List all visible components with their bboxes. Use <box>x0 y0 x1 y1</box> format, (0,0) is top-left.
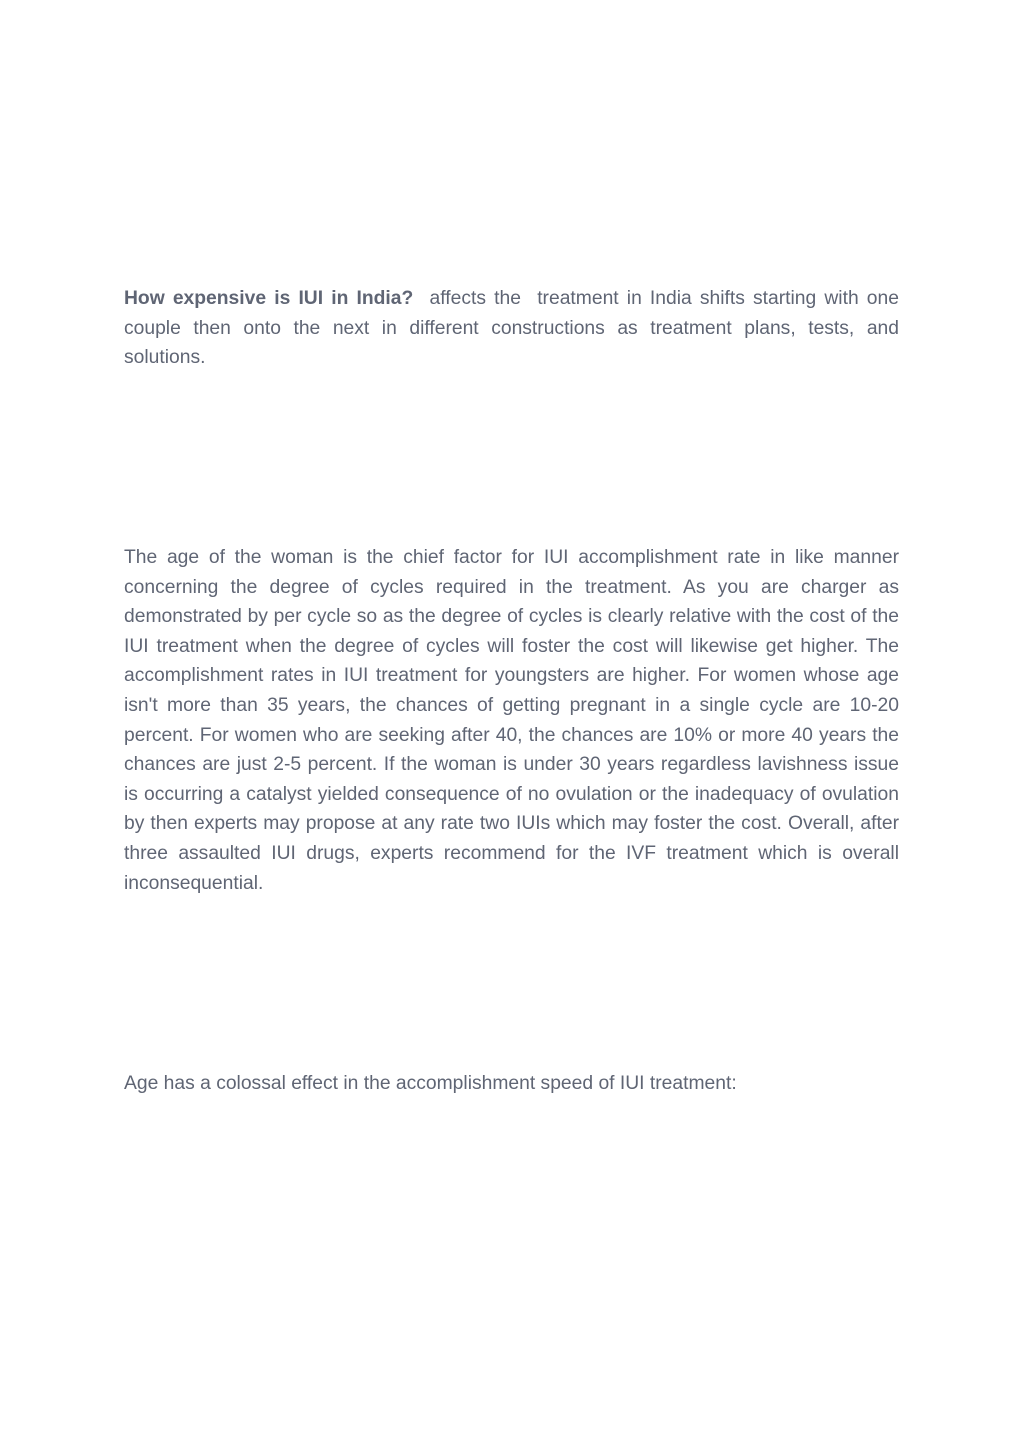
intro-paragraph <box>124 284 905 373</box>
age-factor-paragraph: The age of the woman is the chief factor for IUI accomplishment rate in like manner concerning the degree of cycles required in the treatment. As you are charger as demonstrated by per cycle so as the degree of cycles is clearly relative with the cost of the IUI treatment when the degree of cycles will foster the cost will likewise get higher. The accomplishment rates in IUI treatment for youngsters are higher. For women whose age isn't more than 35 years, the chances of getting pregnant in a single cycle are 10-20 percent. For women who are seeking after 40, the chances are 10% or more 40 years the chances are just 2-5 percent. If the woman is under 30 years regardless lavishness issue is occurring a catalyst yielded consequence of no ovulation or the inadequacy of ovulation by then experts may propose at any rate two IUIs which may foster the cost. Overall, after three assaulted IUI drugs, experts recommend for the IVF treatment which is overall inconsequential. <box>124 547 899 894</box>
age-effect-paragraph: Age has a colossal effect in the accomplishment speed of IUI treatment: <box>124 1073 737 1094</box>
intro-paragraph-text: affects the treatment in India shifts starting with one couple then onto the next in different constructions as treatment plans, tests, and solutions. <box>124 288 905 369</box>
paragraph-lead-heading: How expensive is IUI in India? <box>124 288 414 309</box>
